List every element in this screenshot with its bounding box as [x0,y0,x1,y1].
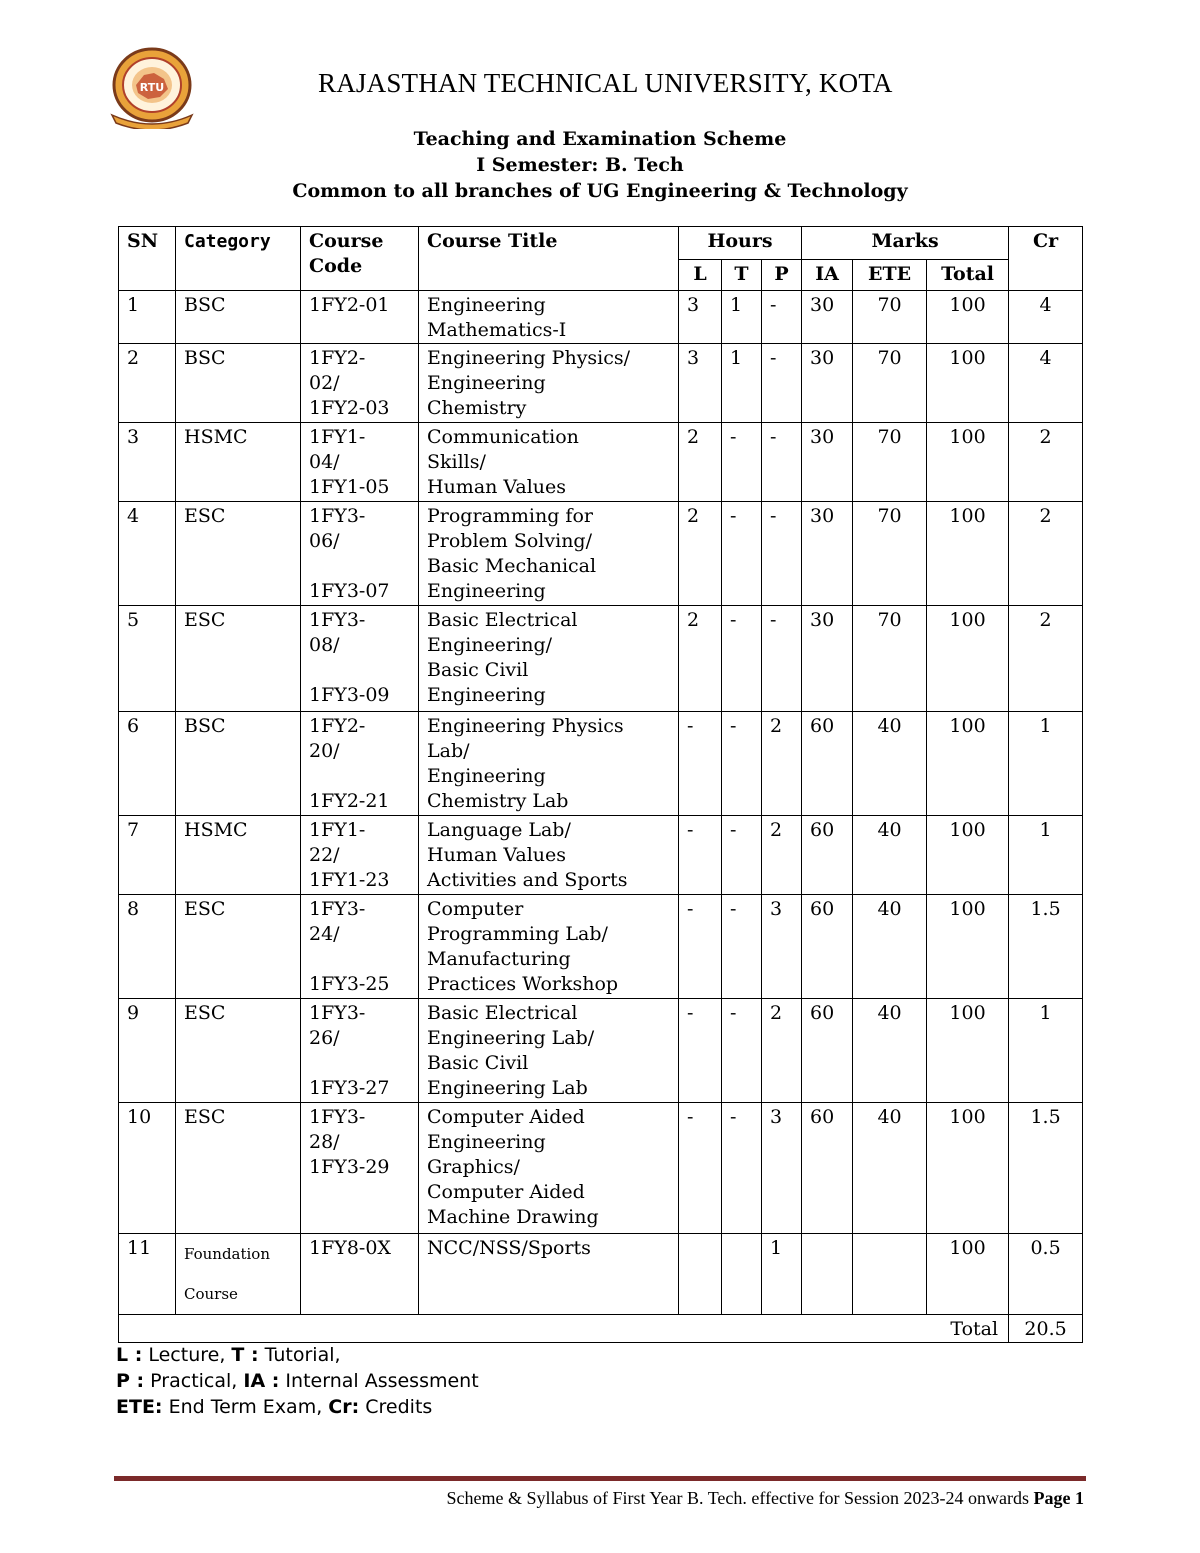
title-line: Computer [427,898,524,920]
cell-t: - [722,1103,762,1234]
code-line: 1FY3- [309,898,366,920]
code-line [309,947,410,972]
cell-t: - [722,712,762,816]
title-line: Language Lab/ [427,819,571,841]
semester-title: I Semester: B. Tech [476,154,684,176]
cell-code [301,1103,419,1234]
code-line: 1FY2- [309,715,366,737]
code-line: 1FY2-03 [309,397,390,419]
col-total: Total [927,260,1009,291]
code-line: 1FY3- [309,1106,366,1128]
cell-title [419,895,679,999]
cell-total: 100 [927,712,1009,816]
legend-t-key: T : [231,1344,259,1366]
col-cr: Cr [1009,227,1083,291]
grand-total-label: Total [119,1315,1009,1343]
page-number: Page 1 [1033,1488,1084,1508]
cell-code [301,423,419,502]
title-line: Communication [427,426,579,448]
col-t: T [722,260,762,291]
table-row [119,344,1083,423]
col-code: Course Code [301,227,419,291]
cell-total: 100 [927,606,1009,712]
cell-ete: 70 [853,423,927,502]
cell-t: - [722,502,762,606]
code-line: 04/ [309,451,340,473]
cell-title [419,1103,679,1234]
code-line: 1FY2- [309,347,366,369]
code-line: 28/ [309,1131,340,1153]
title-line: Skills/ [427,451,486,473]
cell-cr: 2 [1009,606,1083,712]
cell-t: 1 [722,344,762,423]
cell-title [419,606,679,712]
cell-ia: 60 [802,1103,853,1234]
cell-title [419,1234,679,1315]
cell-ia: 60 [802,895,853,999]
col-title: Course Title [419,227,679,291]
cell-sn: 10 [119,1103,176,1234]
table-row [119,291,1083,344]
cell-p: 2 [762,712,802,816]
cell-t: 1 [722,291,762,344]
code-line: 20/ [309,740,340,762]
title-line: Basic Mechanical [427,555,597,577]
code-line: 24/ [309,923,340,945]
cell-ia: 30 [802,291,853,344]
title-line: NCC/NSS/Sports [427,1237,591,1259]
code-line: 08/ [309,634,340,656]
cell-p: - [762,423,802,502]
cell-title [419,712,679,816]
cell-t: - [722,423,762,502]
title-line: Lab/ [427,740,470,762]
cell-total: 100 [927,423,1009,502]
logo-text: RTU [139,81,165,94]
cell-total: 100 [927,291,1009,344]
cell-sn: 11 [119,1234,176,1315]
cell-l: - [679,816,722,895]
table-row [119,1103,1083,1234]
cell-ete: 70 [853,502,927,606]
cell-total: 100 [927,1103,1009,1234]
table-row [119,712,1083,816]
title-line: Engineering [427,580,546,602]
cell-cr: 2 [1009,502,1083,606]
cell-l: 2 [679,606,722,712]
cell-ia: 60 [802,712,853,816]
cell-category: ESC [176,502,301,606]
code-line: 26/ [309,1027,340,1049]
code-line: 1FY3-27 [309,1077,390,1099]
code-line: 1FY3- [309,609,366,631]
cell-cr: 0.5 [1009,1234,1083,1315]
cell-category: HSMC [176,423,301,502]
cell-l: - [679,712,722,816]
cell-title [419,816,679,895]
cell-ia: 60 [802,999,853,1103]
scheme-title: Teaching and Examination Scheme [413,128,787,150]
title-line: Practices Workshop [427,973,619,995]
code-line: 1FY3-29 [309,1156,390,1178]
cell-code [301,606,419,712]
cell-sn: 8 [119,895,176,999]
cell-sn: 5 [119,606,176,712]
footer-text: Scheme & Syllabus of First Year B. Tech. effective for Session 2023-24 onwards [446,1488,1034,1508]
cell-p: - [762,606,802,712]
cell-cr: 1 [1009,999,1083,1103]
table-row [119,1234,1083,1315]
cell-title [419,344,679,423]
cell-cr: 2 [1009,423,1083,502]
cell-title [419,291,679,344]
title-line: Human Values [427,844,567,866]
cell-ia: 30 [802,502,853,606]
code-line: 1FY3-25 [309,973,390,995]
table-row [119,895,1083,999]
title-line: Engineering Lab/ [427,1027,595,1049]
title-line: Mathematics-I [427,319,567,341]
cell-l: - [679,999,722,1103]
scheme-table [118,226,1083,1343]
code-line: 1FY2-01 [309,294,390,316]
common-title: Common to all branches of UG Engineering & Technology [292,180,908,202]
cell-category: ESC [176,895,301,999]
title-line: Computer Aided [427,1106,585,1128]
cell-ete: 40 [853,1103,927,1234]
cell-p: 1 [762,1234,802,1315]
cell-category: HSMC [176,816,301,895]
cell-sn: 3 [119,423,176,502]
cell-p: 3 [762,1103,802,1234]
cell-ete: 40 [853,816,927,895]
cell-p: 2 [762,999,802,1103]
cell-t: - [722,999,762,1103]
legend-ia-key: IA : [243,1370,280,1392]
abbreviation-legend [116,1342,479,1420]
table-row [119,606,1083,712]
cell-title [419,999,679,1103]
university-name: RAJASTHAN TECHNICAL UNIVERSITY, KOTA [318,68,893,98]
cell-code [301,816,419,895]
cell-ete: 40 [853,895,927,999]
code-line: 1FY1-23 [309,869,390,891]
title-line: Chemistry [427,397,527,419]
cell-l [679,1234,722,1315]
cell-title [419,423,679,502]
cell-category: ESC [176,999,301,1103]
cell-ia: 60 [802,816,853,895]
cell-p: - [762,344,802,423]
code-line: 1FY3-07 [309,580,390,602]
cell-sn: 4 [119,502,176,606]
table-row [119,999,1083,1103]
page-footer [447,1488,1084,1509]
col-marks: Marks [802,227,1009,260]
cell-sn: 2 [119,344,176,423]
cell-t [722,1234,762,1315]
cell-cr: 1.5 [1009,895,1083,999]
code-line: 06/ [309,530,340,552]
table-row [119,423,1083,502]
title-line: Engineering Physics/ [427,347,631,369]
title-line: Chemistry Lab [427,790,569,812]
legend-ia-val: Internal Assessment [279,1370,479,1392]
cell-category: BSC [176,344,301,423]
cell-category: ESC [176,606,301,712]
title-line: Manufacturing [427,948,571,970]
col-ia: IA [802,260,853,291]
title-line: Graphics/ [427,1156,520,1178]
title-line: Engineering [427,765,546,787]
title-line: Basic Civil [427,659,529,681]
code-line: 1FY8-0X [309,1237,391,1259]
table-row [119,502,1083,606]
cell-t: - [722,606,762,712]
cell-ia: 30 [802,423,853,502]
cell-total: 100 [927,816,1009,895]
title-line: Human Values [427,476,567,498]
legend-ete-key: ETE: [116,1396,163,1418]
code-line: 1FY3-09 [309,684,390,706]
code-line [309,658,410,683]
cell-total: 100 [927,999,1009,1103]
cell-ete: 70 [853,291,927,344]
code-line: 1FY1- [309,819,366,841]
col-l: L [679,260,722,291]
title-line: Machine Drawing [427,1206,599,1228]
cell-l: 2 [679,502,722,606]
code-line [309,554,410,579]
cell-sn: 6 [119,712,176,816]
title-line: Programming for [427,505,593,527]
cell-code [301,1234,419,1315]
cell-title [419,502,679,606]
title-line: Basic Electrical [427,1002,578,1024]
university-seal-icon [106,45,198,129]
cell-total: 100 [927,502,1009,606]
code-line: 1FY2-21 [309,790,390,812]
legend-cr-key: Cr: [328,1396,360,1418]
code-line: 1FY3- [309,1002,366,1024]
legend-t-val: Tutorial, [258,1344,341,1366]
cell-cr: 1 [1009,712,1083,816]
cell-ia [802,1234,853,1315]
cell-p: 3 [762,895,802,999]
legend-ete-val: End Term Exam, [162,1396,329,1418]
code-line: 22/ [309,844,340,866]
cell-cr: 4 [1009,291,1083,344]
cell-ete: 70 [853,344,927,423]
legend-p-val: Practical, [144,1370,244,1392]
cell-p: - [762,502,802,606]
cell-total: 100 [927,895,1009,999]
legend-p-key: P : [116,1370,145,1392]
legend-l-val: Lecture, [142,1344,232,1366]
cell-category: BSC [176,291,301,344]
title-line: Engineering [427,1131,546,1153]
footer-divider [114,1476,1086,1481]
cell-code [301,344,419,423]
code-line [309,1051,410,1076]
title-line: Engineering Physics [427,715,624,737]
cell-sn: 1 [119,291,176,344]
cell-code [301,291,419,344]
grand-total-value: 20.5 [1009,1315,1083,1343]
cell-sn: 9 [119,999,176,1103]
legend-l-key: L : [116,1344,143,1366]
title-line: Engineering/ [427,634,553,656]
legend-cr-val: Credits [359,1396,433,1418]
col-sn: SN [119,227,176,291]
cell-l: 3 [679,344,722,423]
cell-l: - [679,895,722,999]
title-line: Engineering Lab [427,1077,588,1099]
title-line: Activities and Sports [427,869,628,891]
title-line: Programming Lab/ [427,923,608,945]
title-line: Problem Solving/ [427,530,592,552]
code-line: 1FY1- [309,426,366,448]
col-p: P [762,260,802,291]
cell-ete: 40 [853,712,927,816]
cell-cr: 4 [1009,344,1083,423]
cell-ia: 30 [802,344,853,423]
cell-total: 100 [927,1234,1009,1315]
title-line: Engineering [427,294,546,316]
col-hours: Hours [679,227,802,260]
title-line: Basic Civil [427,1052,529,1074]
title-line: Engineering [427,372,546,394]
cell-cr: 1.5 [1009,1103,1083,1234]
code-line [309,764,410,789]
cell-t: - [722,816,762,895]
cell-p: - [762,291,802,344]
cell-code [301,502,419,606]
cell-l: 3 [679,291,722,344]
cell-code [301,895,419,999]
cell-code [301,712,419,816]
cell-ete: 40 [853,999,927,1103]
table-row [119,816,1083,895]
cell-t: - [722,895,762,999]
cell-code [301,999,419,1103]
cell-category: BSC [176,712,301,816]
title-line: Computer Aided [427,1181,585,1203]
cell-category: ESC [176,1103,301,1234]
cell-p: 2 [762,816,802,895]
cell-cr: 1 [1009,816,1083,895]
cell-ete [853,1234,927,1315]
cell-ia: 30 [802,606,853,712]
code-line: 02/ [309,372,340,394]
cell-l: - [679,1103,722,1234]
cell-l: 2 [679,423,722,502]
cell-category: Foundation Course [176,1234,301,1315]
title-line: Engineering [427,684,546,706]
col-ete: ETE [853,260,927,291]
cell-ete: 70 [853,606,927,712]
col-category: Category [176,227,301,291]
cell-sn: 7 [119,816,176,895]
cell-total: 100 [927,344,1009,423]
code-line: 1FY3- [309,505,366,527]
code-line: 1FY1-05 [309,476,390,498]
title-line: Basic Electrical [427,609,578,631]
